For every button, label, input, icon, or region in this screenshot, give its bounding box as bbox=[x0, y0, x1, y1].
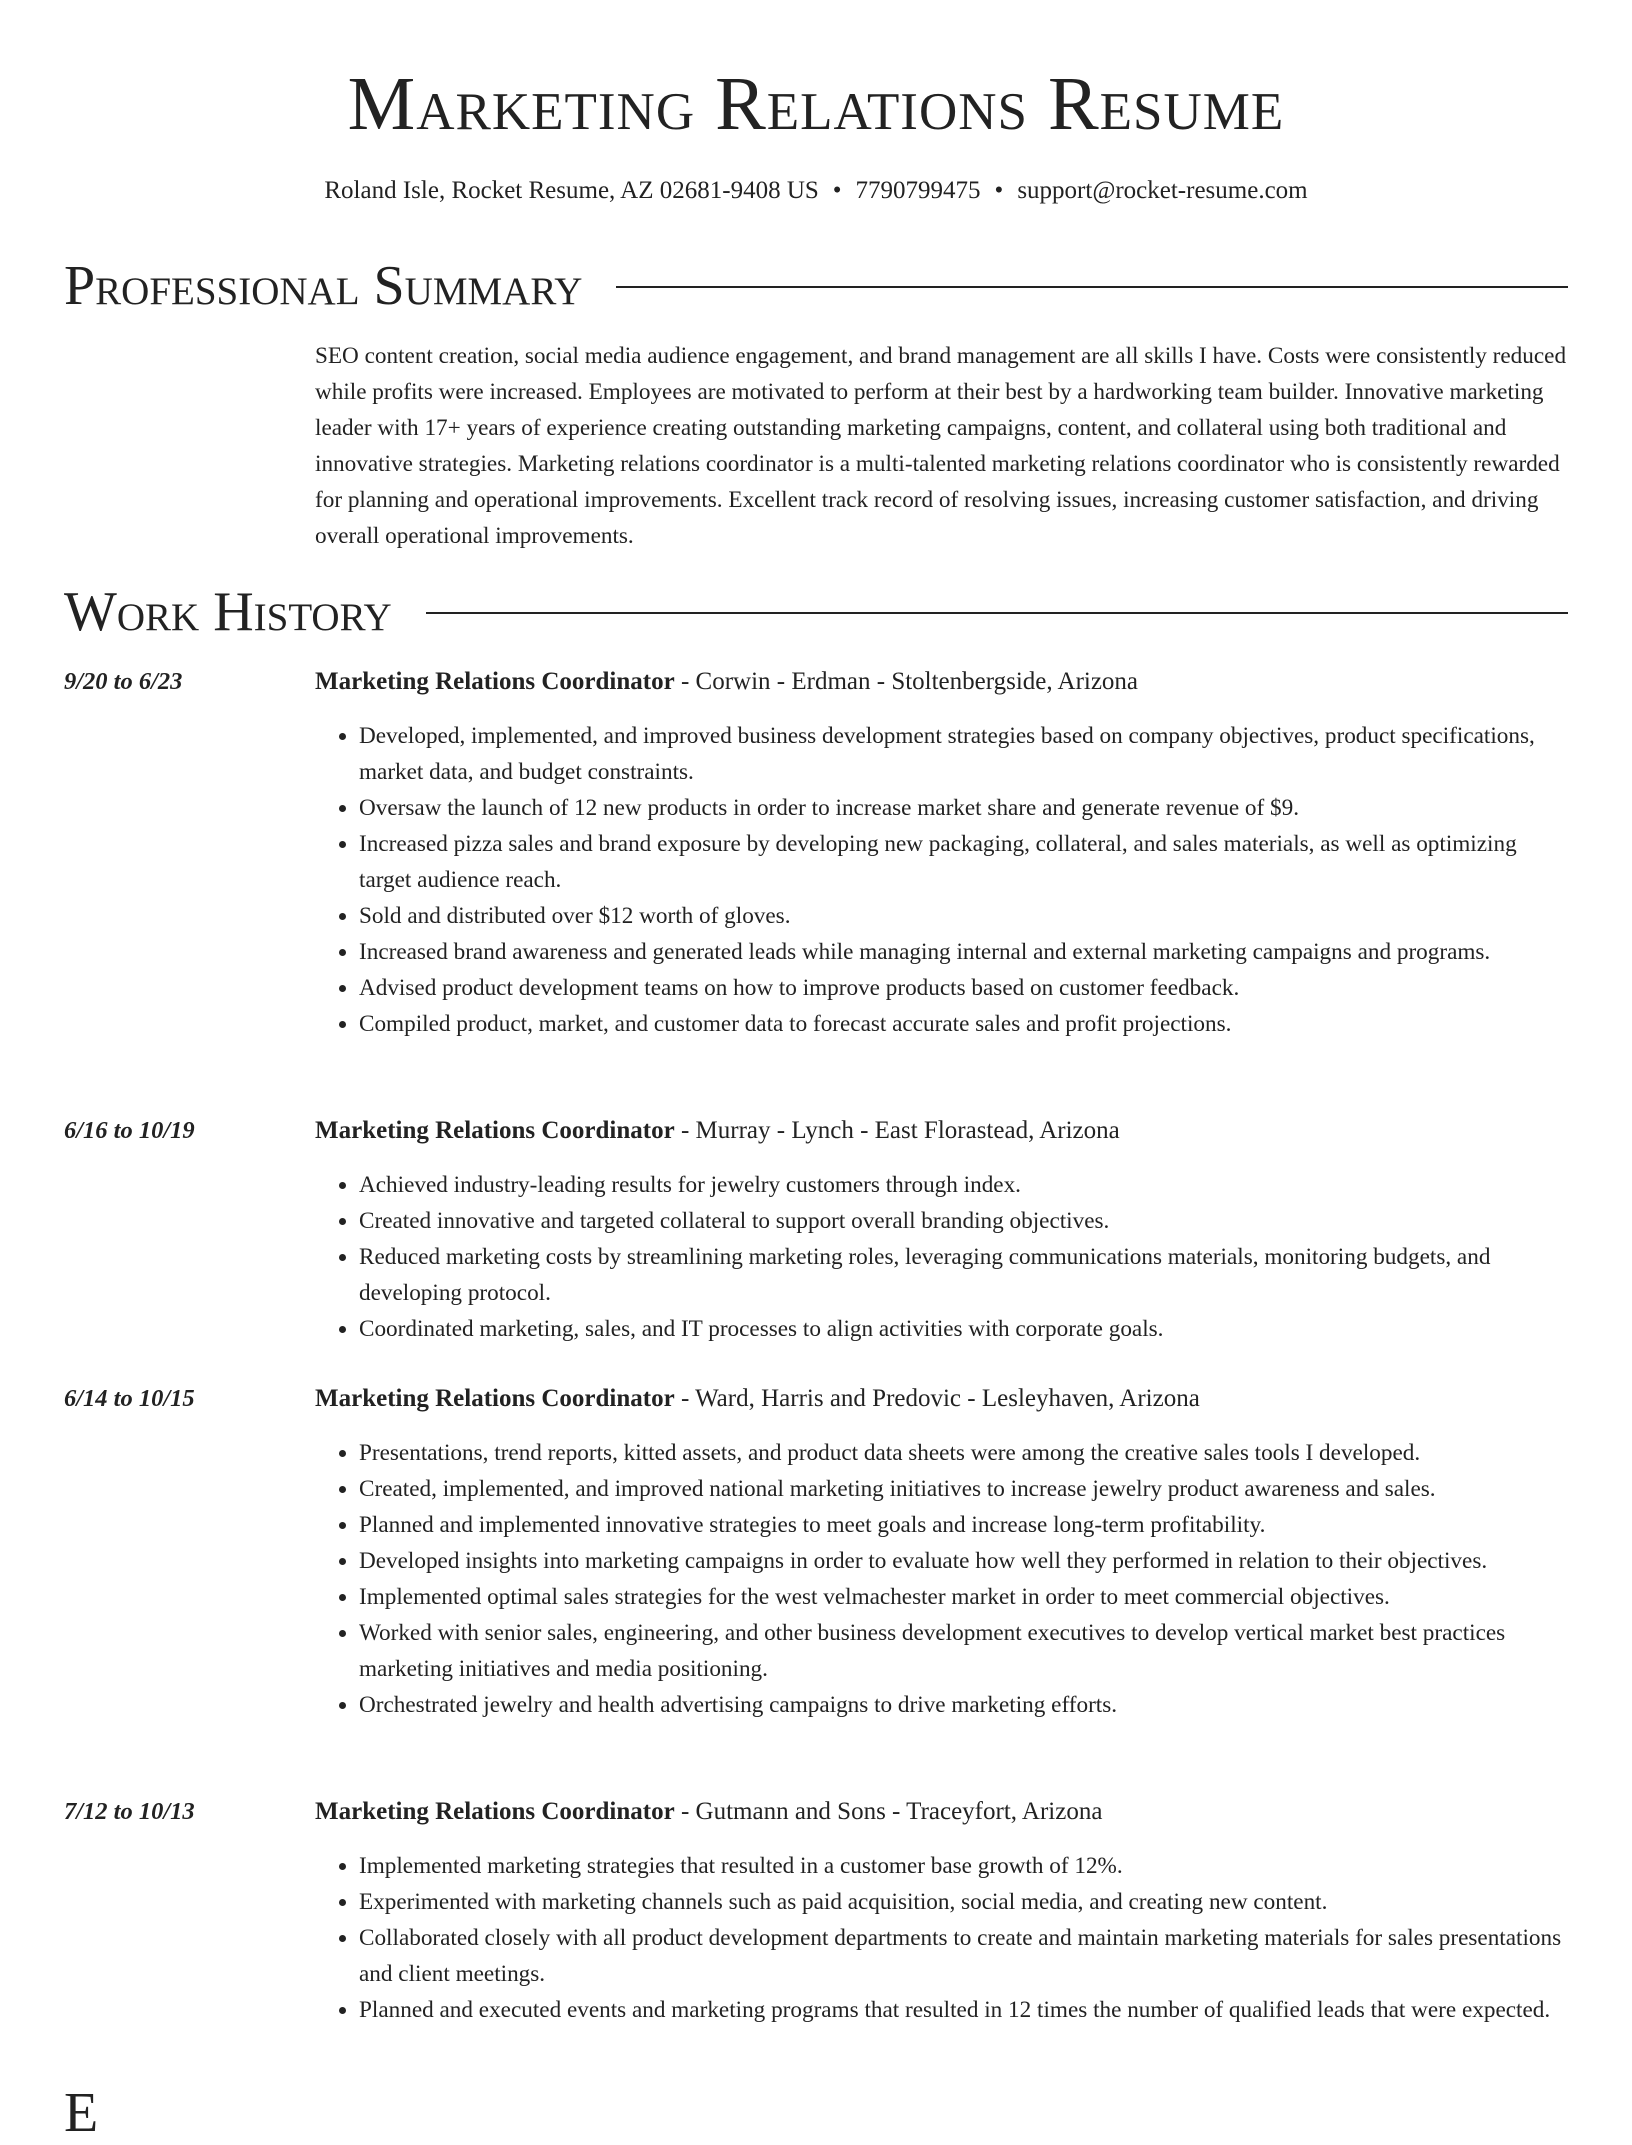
job-dates: 6/14 to 10/15 bbox=[64, 1385, 195, 1412]
job-role: Marketing Relations Coordinator bbox=[315, 1117, 675, 1144]
job-header bbox=[315, 1113, 1120, 1149]
job-bullet: • Planned and implemented innovative strategies to meet goals and increase long-term profitability. bbox=[359, 1507, 1570, 1543]
contact-line bbox=[0, 175, 1632, 207]
job-bullets bbox=[315, 1435, 1570, 1723]
job-dates: 7/12 to 10/13 bbox=[64, 1798, 195, 1825]
job-bullet: • Created, implemented, and improved national marketing initiatives to increase jewelry product awareness and sales. bbox=[359, 1471, 1570, 1507]
job-bullet: • Developed insights into marketing campaigns in order to evaluate how well they performed in relation to their objectives. bbox=[359, 1543, 1570, 1579]
work-section-title: Work History bbox=[64, 581, 392, 643]
job-bullets bbox=[315, 1848, 1570, 2028]
summary-section-title: Professional Summary bbox=[64, 255, 583, 317]
job-role: Marketing Relations Coordinator bbox=[315, 1385, 675, 1412]
resume-title: Marketing Relations Resume bbox=[347, 62, 1285, 146]
work-section-header bbox=[64, 580, 1568, 644]
section-divider bbox=[616, 286, 1568, 288]
job-details: - Murray - Lynch - East Florastead, Arizona bbox=[674, 1117, 1120, 1144]
summary-section-header bbox=[64, 254, 1568, 318]
job-details: - Corwin - Erdman - Stoltenbergside, Arizona bbox=[674, 668, 1139, 695]
job-bullet: • Orchestrated jewelry and health advertising campaigns to drive marketing efforts. bbox=[359, 1687, 1570, 1723]
job-bullet: • Oversaw the launch of 12 new products in order to increase market share and generate revenue of $9. bbox=[359, 790, 1570, 826]
section-divider bbox=[426, 612, 1568, 614]
summary-text: SEO content creation, social media audience engagement, and brand management are all skills I have. Costs were consistently reduced while profits were increased. Employees are motivated to perform at their best by a hardworking team builder. Innovative marketing leader with 17+ years of experience creating outstanding marketing campaigns, content, and collateral using both traditional and innovative strategies. Marketing relations coordinator is a multi-talented marketing relations coordinator who is consistently rewarded for planning and operational improvements. Excellent track record of resolving issues, increasing customer satisfaction, and driving overall operational improvements. bbox=[315, 343, 1567, 549]
job-bullet: • Reduced marketing costs by streamlining marketing roles, leveraging communications materials, monitoring budgets, and developing protocol. bbox=[359, 1239, 1570, 1311]
job-bullet: • Compiled product, market, and customer data to forecast accurate sales and profit projections. bbox=[359, 1006, 1570, 1042]
job-dates: 9/20 to 6/23 bbox=[64, 668, 183, 695]
job-details: - Ward, Harris and Predovic - Lesleyhaven, Arizona bbox=[674, 1385, 1200, 1412]
contact-address: Roland Isle, Rocket Resume, AZ 02681-9408 US bbox=[324, 177, 819, 204]
job-bullet: • Increased brand awareness and generated leads while managing internal and external marketing campaigns and programs. bbox=[359, 934, 1570, 970]
job-bullet: • Implemented marketing strategies that resulted in a customer base growth of 12%. bbox=[359, 1848, 1570, 1884]
contact-phone: 7790799475 bbox=[855, 177, 981, 204]
job-bullet: • Sold and distributed over $12 worth of gloves. bbox=[359, 898, 1570, 934]
contact-email: support@rocket-resume.com bbox=[1017, 177, 1308, 204]
job-bullet: • Achieved industry-leading results for jewelry customers through index. bbox=[359, 1167, 1570, 1203]
job-details: - Gutmann and Sons - Traceyfort, Arizona bbox=[674, 1798, 1103, 1825]
job-role: Marketing Relations Coordinator bbox=[315, 668, 675, 695]
next-section-title: E bbox=[64, 2082, 99, 2144]
job-header bbox=[315, 1381, 1200, 1417]
job-bullet: • Developed, implemented, and improved business development strategies based on company objectives, product specifications, market data, and budget constraints. bbox=[359, 718, 1570, 790]
contact-separator: • bbox=[994, 177, 1004, 204]
job-bullets bbox=[315, 718, 1570, 1042]
contact-separator: • bbox=[832, 177, 842, 204]
job-bullet: • Worked with senior sales, engineering, and other business development executives to develop vertical market best practices marketing initiatives and media positioning. bbox=[359, 1615, 1570, 1687]
job-bullet: • Collaborated closely with all product development departments to create and maintain marketing materials for sales presentations and client meetings. bbox=[359, 1920, 1570, 1992]
job-header bbox=[315, 664, 1138, 700]
job-bullet: • Implemented optimal sales strategies for the west velmachester market in order to meet commercial objectives. bbox=[359, 1579, 1570, 1615]
job-bullet: • Coordinated marketing, sales, and IT processes to align activities with corporate goals. bbox=[359, 1311, 1570, 1347]
job-bullet: • Presentations, trend reports, kitted assets, and product data sheets were among the creative sales tools I developed. bbox=[359, 1435, 1570, 1471]
job-bullet: • Experimented with marketing channels such as paid acquisition, social media, and creating new content. bbox=[359, 1884, 1570, 1920]
job-dates: 6/16 to 10/19 bbox=[64, 1117, 195, 1144]
job-bullet: • Advised product development teams on how to improve products based on customer feedback. bbox=[359, 970, 1570, 1006]
job-header bbox=[315, 1794, 1102, 1830]
job-bullets bbox=[315, 1167, 1570, 1347]
job-bullet: • Created innovative and targeted collateral to support overall branding objectives. bbox=[359, 1203, 1570, 1239]
job-role: Marketing Relations Coordinator bbox=[315, 1798, 675, 1825]
job-bullet: • Increased pizza sales and brand exposure by developing new packaging, collateral, and sales materials, as well as optimizing target audience reach. bbox=[359, 826, 1570, 898]
job-bullet: • Planned and executed events and marketing programs that resulted in 12 times the number of qualified leads that were expected. bbox=[359, 1992, 1570, 2028]
